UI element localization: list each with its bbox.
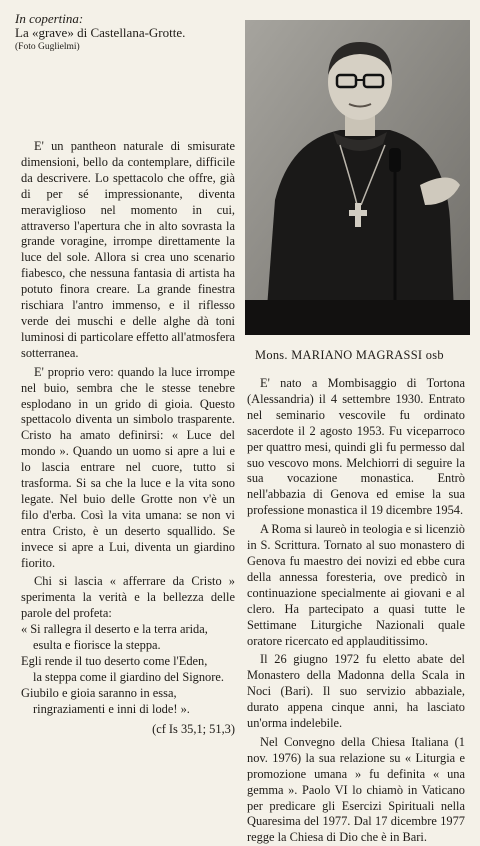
biography-paragraph: Il 26 giugno 1972 fu eletto abate del Monastero della Madonna della Scala in Noci (Bari). Il suo servizio abbaziale, durato appena cinque anni, ha lasciato un'orma indelebile.: [247, 652, 465, 731]
portrait-illustration: [245, 20, 470, 335]
article-left-column: [21, 139, 235, 738]
biography-column: [247, 376, 465, 846]
biography-paragraph: E' nato a Mombisaggio di Tortona (Alessandria) il 4 settembre 1930. Entrato nel seminario vescovile fu ordinato sacerdote il 2 agosto 1953. Fu viceparroco per quattro mesi, quindi gli fu permesso dal suo vescovo mons. Melchiorri di seguire la sua vocazione monastica. Entrò nell'abbazia di Genova ed emise la sua professione monastica il 19 dicembre 1954.: [247, 376, 465, 518]
article-paragraph: E' un pantheon naturale di smisurate dimensioni, bello da contemplare, difficile da descrivere. Lo spettacolo che offre, già di per sé impressionante, diventa meraviglioso nel momento in cui, attraverso l'apertura che in alto sovrasta la grande voragine, irrompe direttamente la luce del sole. Allora si crea uno scenario fiabesco, che nessuna fantasia di artista ha potuto finora creare. La grande finestra rischiara l'antro immenso, e il riflesso verde dei muschi e delle alghe dà toni luminosi di particolare effetto all'atmosfera sotterranea.: [21, 139, 235, 360]
article-paragraph: E' proprio vero: quando la luce irrompe nel buio, sembra che le stesse tenebre esplodano in un grido di gioia. Questo spettacolo diventa un simbolo trasparente. Cristo ha amato definirsi: « Luce del mondo ». Quando un uomo si apre a lui e lo lascia entrare nel cuore, tutto si trasforma. Si sa che la luce e la vita sono legate. Nel buio delle Grotte non v'è un filo d'erba. Così la vita umana: se non vi entra Cristo, è un deserto squallido. Se invece si apre a Lui, diventa un giardino fiorito.: [21, 364, 235, 570]
photo-credit: (Foto Guglielmi): [15, 42, 80, 52]
verse-line: esulta e fiorisce la steppa.: [33, 638, 161, 653]
prophet-verse: [21, 622, 235, 717]
article-paragraph: Chi si lascia « afferrare da Cristo » sperimenta la verità e la bellezza delle parole del profeta:: [21, 574, 235, 621]
verse-line: ringraziamenti e inni di lode! ».: [33, 701, 190, 716]
verse-line: « Si rallegra il deserto e la terra arida,: [21, 622, 208, 637]
biography-paragraph: Nel Convegno della Chiesa Italiana (1 nov. 1976) la sua relazione su « Liturgia e promozione umana » fu definita « una gemma ». Paolo VI lo chiamò in Vaticano per predicare gli Esercizi Spirituali nella Quaresima del 1977. Dal 17 dicembre 1977 regge la Chiesa di Dio che è in Bari.: [247, 734, 465, 845]
scripture-citation: (cf Is 35,1; 51,3): [152, 721, 235, 736]
verse-line: Egli rende il tuo deserto come l'Eden,: [21, 654, 208, 668]
cover-caption: La «grave» di Castellana-Grotte.: [15, 25, 186, 40]
photo-caption: Mons. MARIANO MAGRASSI osb: [255, 348, 444, 362]
cover-note: [15, 12, 245, 54]
verse-line: Giubilo e gioia saranno in essa,: [21, 685, 177, 700]
cover-heading: In copertina:: [15, 11, 84, 26]
biography-paragraph: A Roma si laureò in teologia e si licenziò in S. Scrittura. Tornato al suo monastero di Genova fu maestro dei novizi ed ebbe cura della annessa foresteria, ove predicò in continuazione specialmente ai giovani e al clero. Ha partecipato a quasi tutte le Settimane Liturgiche Nazionali quale oratore ricercato ed applauditissimo.: [247, 522, 465, 648]
verse-line: la steppa come il giardino del Signore.: [33, 669, 224, 684]
portrait-photo: [245, 20, 470, 335]
